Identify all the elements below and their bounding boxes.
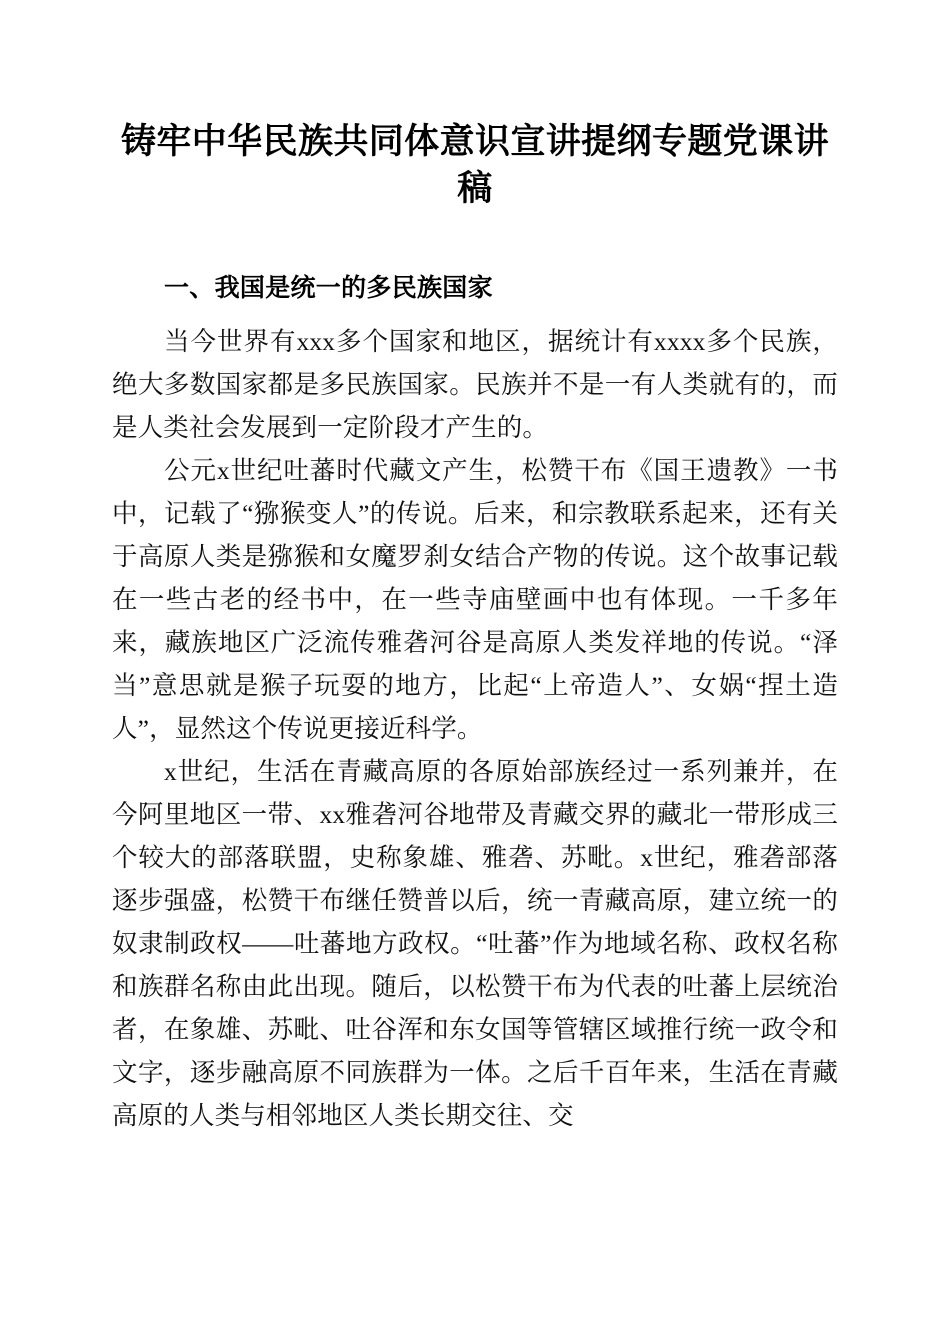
document-body xyxy=(112,307,838,1137)
paragraph: 当今世界有xxx多个国家和地区，据统计有xxxx多个民族，绝大多数国家都是多民族国家。民族并不是一有人类就有的，而是人类社会发展到一定阶段才产生的。 xyxy=(112,327,838,442)
section-heading-1: 一、我国是统一的多民族国家 xyxy=(164,274,493,302)
paragraph: 公元x世纪吐蕃时代藏文产生，松赞干布《国王遗教》一书中，记载了“猕猴变人”的传说。后来，和宗教联系起来，还有关于高原人类是猕猴和女魔罗刹女结合产物的传说。这个故事记载在一些古老的经书中，在一些寺庙壁画中也有体现。一千多年来，藏族地区广泛流传雅砻河谷是高原人类发祥地的传说。“泽当”意思就是猴子玩耍的地方，比起“上帝造人”、女娲“捏土造人”，显然这个传说更接近科学。 xyxy=(112,456,838,743)
paragraph: x世纪，生活在青藏高原的各原始部族经过一系列兼并，在今阿里地区一带、xx雅砻河谷地带及青藏交界的藏北一带形成三个较大的部落联盟，史称象雄、雅砻、苏毗。x世纪，雅砻部落逐步强盛，松赞干布继任赞普以后，统一青藏高原，建立统一的奴隶制政权——吐蕃地方政权。“吐蕃”作为地域名称、政权名称和族群名称由此出现。随后，以松赞干布为代表的吐蕃上层统治者，在象雄、苏毗、吐谷浑和东女国等管辖区域推行统一政令和文字，逐步融高原不同族群为一体。之后千百年来，生活在青藏高原的人类与相邻地区人类长期交往、交 xyxy=(112,757,838,1130)
page-title: 铸牢中华民族共同体意识宣讲提纲专题党课讲稿 xyxy=(120,122,829,208)
